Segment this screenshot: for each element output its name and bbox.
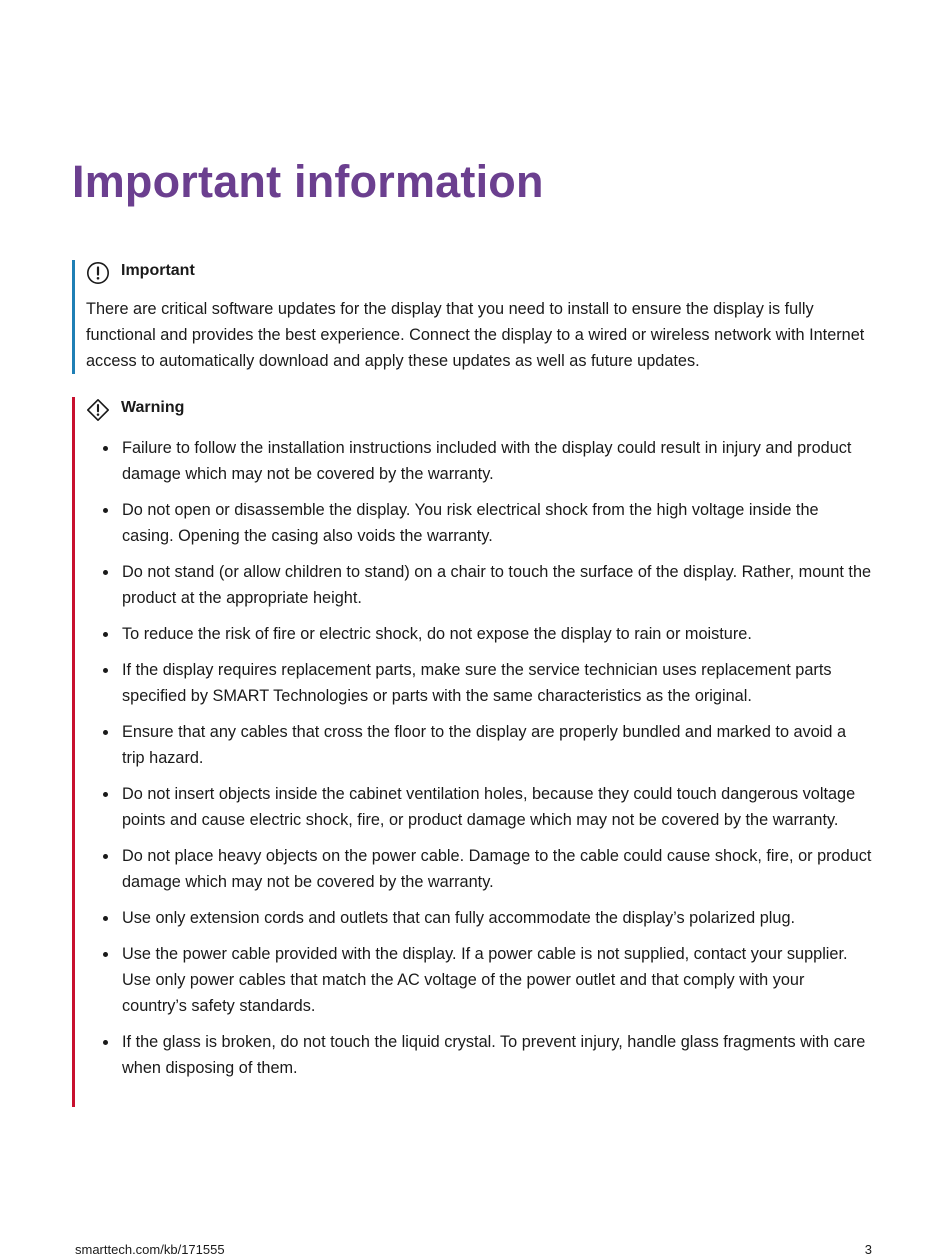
warning-item: If the glass is broken, do not touch the liquid crystal. To prevent injury, handle glass fragments with care when disposing of them. xyxy=(86,1029,872,1081)
footer-url[interactable]: smarttech.com/kb/171555 xyxy=(75,1242,225,1257)
warning-item: If the display requires replacement parts, make sure the service technician uses replacement parts specified by SMART Technologies or parts with the same characteristics as the original. xyxy=(86,657,872,709)
warning-item: Do not insert objects inside the cabinet ventilation holes, because they could touch dangerous voltage points and cause electric shock, fire, or product damage which may not be covered by the warranty. xyxy=(86,781,872,833)
important-callout-header xyxy=(86,260,872,288)
warning-item: Ensure that any cables that cross the floor to the display are properly bundled and marked to avoid a trip hazard. xyxy=(86,719,872,771)
warning-item: To reduce the risk of fire or electric shock, do not expose the display to rain or moisture. xyxy=(86,621,872,647)
footer-page-number: 3 xyxy=(864,1242,872,1257)
warning-callout xyxy=(72,397,872,1107)
warning-item: Use the power cable provided with the display. If a power cable is not supplied, contact your supplier. Use only power cables that match the AC voltage of the power outlet and that comply with your country’s safety standards. xyxy=(86,941,872,1019)
warning-item: Do not place heavy objects on the power cable. Damage to the cable could cause shock, fire, or product damage which may not be covered by the warranty. xyxy=(86,843,872,895)
warning-callout-header xyxy=(86,397,872,425)
exclamation-circle-icon xyxy=(86,261,110,285)
warning-item: Use only extension cords and outlets that can fully accommodate the display’s polarized plug. xyxy=(86,905,872,931)
page-title: Important information xyxy=(72,156,544,207)
important-label: Important xyxy=(121,262,195,279)
warning-item: Failure to follow the installation instructions included with the display could result in injury and product damage which may not be covered by the warranty. xyxy=(86,435,872,487)
warning-label: Warning xyxy=(121,399,185,416)
warning-item: Do not open or disassemble the display. You risk electrical shock from the high voltage inside the casing. Opening the casing also voids the warranty. xyxy=(86,497,872,549)
warning-diamond-icon xyxy=(86,398,110,422)
warning-list xyxy=(86,435,872,1081)
important-callout xyxy=(72,260,872,374)
warning-item: Do not stand (or allow children to stand) on a chair to touch the surface of the display. Rather, mount the product at the appropriate height. xyxy=(86,559,872,611)
important-text: There are critical software updates for the display that you need to install to ensure the display is fully functional and provides the best experience. Connect the display to a wired or wireless network with Internet access to automatically download and apply these updates as well as future updates. xyxy=(86,300,865,370)
